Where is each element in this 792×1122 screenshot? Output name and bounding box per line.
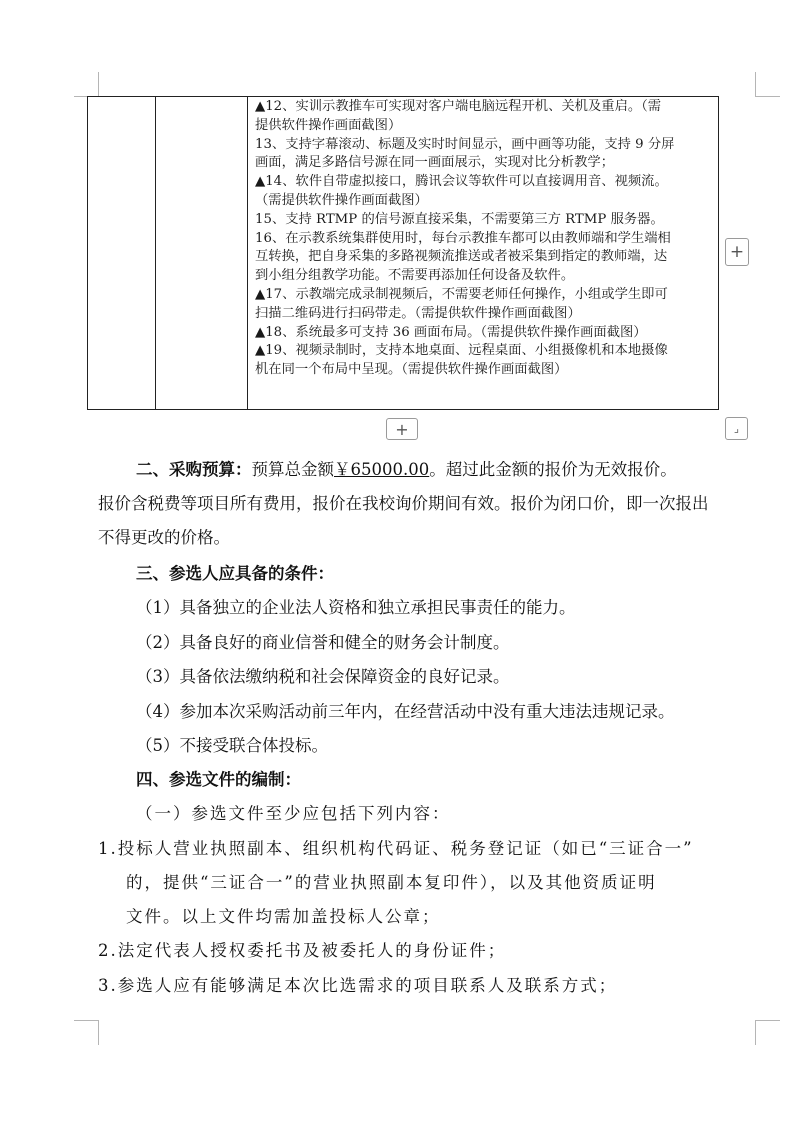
spec-table xyxy=(87,96,719,410)
spec-line: 13、支持字幕滚动、标题及实时时间显示，画中画等功能，支持 9 分屏 xyxy=(255,136,675,152)
condition-item: （5）不接受联合体投标。 xyxy=(136,736,328,755)
spec-line: （需提供软件操作画面截图） xyxy=(255,192,428,208)
docs-item-1-line-2: 的，提供“三证合一”的营业执照副本复印件），以及其他资质证明 xyxy=(126,873,657,892)
plus-icon: + xyxy=(729,242,745,262)
spec-line: 画面，满足多路信号源在同一画面展示，实现对比分析教学； xyxy=(255,155,615,171)
docs-item-1-line-1: 1.投标人营业执照副本、组织机构代码证、税务登记证（如已“三证合一” xyxy=(98,839,694,858)
docs-item-3: 3.参选人应有能够满足本次比选需求的项目联系人及联系方式； xyxy=(98,976,618,995)
docs-item-2: 2.法定代表人授权委托书及被委托人的身份证件； xyxy=(98,941,507,960)
table-cell-requirements[interactable] xyxy=(248,97,719,410)
spec-line: ▲12、实训示教推车可实现对客户端电脑远程开机、关机及重启。（需 xyxy=(255,99,662,114)
spec-line: ▲18、系统最多可支持 36 画面布局。（需提供软件操作画面截图） xyxy=(255,324,647,340)
budget-text-before: 预算总金额 xyxy=(251,460,334,479)
table-cell-index[interactable] xyxy=(88,97,156,410)
table-cell-item[interactable] xyxy=(156,97,248,410)
budget-text-after: 。超过此金额的报价为无效报价。 xyxy=(429,460,677,479)
budget-line-1 xyxy=(136,456,677,480)
spec-line: ▲14、软件自带虚拟接口，腾讯会议等软件可以直接调用音、视频流。 xyxy=(255,174,668,190)
budget-heading: 二、采购预算： xyxy=(136,460,252,479)
crop-mark-bottom-right xyxy=(755,1020,780,1045)
spec-line: ▲17、示教端完成录制视频后，不需要老师任何操作，小组或学生即可 xyxy=(255,286,668,302)
budget-amount: ￥65000.00 xyxy=(334,460,430,479)
spec-line: 到小组分组教学功能。不需要再添加任何设备及软件。 xyxy=(255,268,575,284)
table-row xyxy=(88,97,719,410)
docs-heading: 四、参选文件的编制： xyxy=(136,770,301,789)
condition-item: （2）具备良好的商业信誉和健全的财务会计制度。 xyxy=(136,633,510,652)
crop-mark-bottom-left xyxy=(74,1020,99,1045)
spec-line: ▲19、视频录制时，支持本地桌面、远程桌面、小组摄像机和本地摄像 xyxy=(255,343,668,359)
crop-mark-top-right xyxy=(755,72,780,97)
docs-subheading: （一）参选文件至少应包括下列内容： xyxy=(136,804,451,823)
budget-line-2: 报价含税费等项目所有费用，报价在我校询价期间有效。报价为闭口价，即一次报出 xyxy=(98,494,709,513)
condition-item: （3）具备依法缴纳税和社会保障资金的良好记录。 xyxy=(136,667,510,686)
plus-icon: + xyxy=(395,419,409,439)
add-row-button[interactable] xyxy=(386,418,418,440)
spec-line: 16、在示教系统集群使用时，每台示教推车都可以由教师端和学生端相 xyxy=(255,230,671,246)
spec-line: 扫描二维码进行扫码带走。（需提供软件操作画面截图） xyxy=(255,305,581,321)
budget-line-3: 不得更改的价格。 xyxy=(98,528,230,547)
add-column-button[interactable] xyxy=(725,238,749,266)
condition-item: （1）具备独立的企业法人资格和独立承担民事责任的能力。 xyxy=(136,598,576,617)
table-resize-handle[interactable] xyxy=(725,417,748,440)
spec-line: 15、支持 RTMP 的信号源直接采集，不需要第三方 RTMP 服务器。 xyxy=(255,211,664,227)
spec-line: 提供软件操作画面截图） xyxy=(255,117,402,133)
resize-corner-icon: ⌟ xyxy=(733,422,740,435)
conditions-heading: 三、参选人应具备的条件： xyxy=(136,564,334,583)
condition-item: （4）参加本次采购活动前三年内，在经营活动中没有重大违法违规记录。 xyxy=(136,702,675,721)
spec-line: 互转换，把自身采集的多路视频流推送或者被采集到指定的教师端，达 xyxy=(255,249,668,265)
crop-mark-top-left xyxy=(74,72,99,97)
spec-line: 机在同一个布局中呈现。（需提供软件操作画面截图） xyxy=(255,362,568,378)
docs-item-1-line-3: 文件。以上文件均需加盖投标人公章； xyxy=(126,907,441,926)
